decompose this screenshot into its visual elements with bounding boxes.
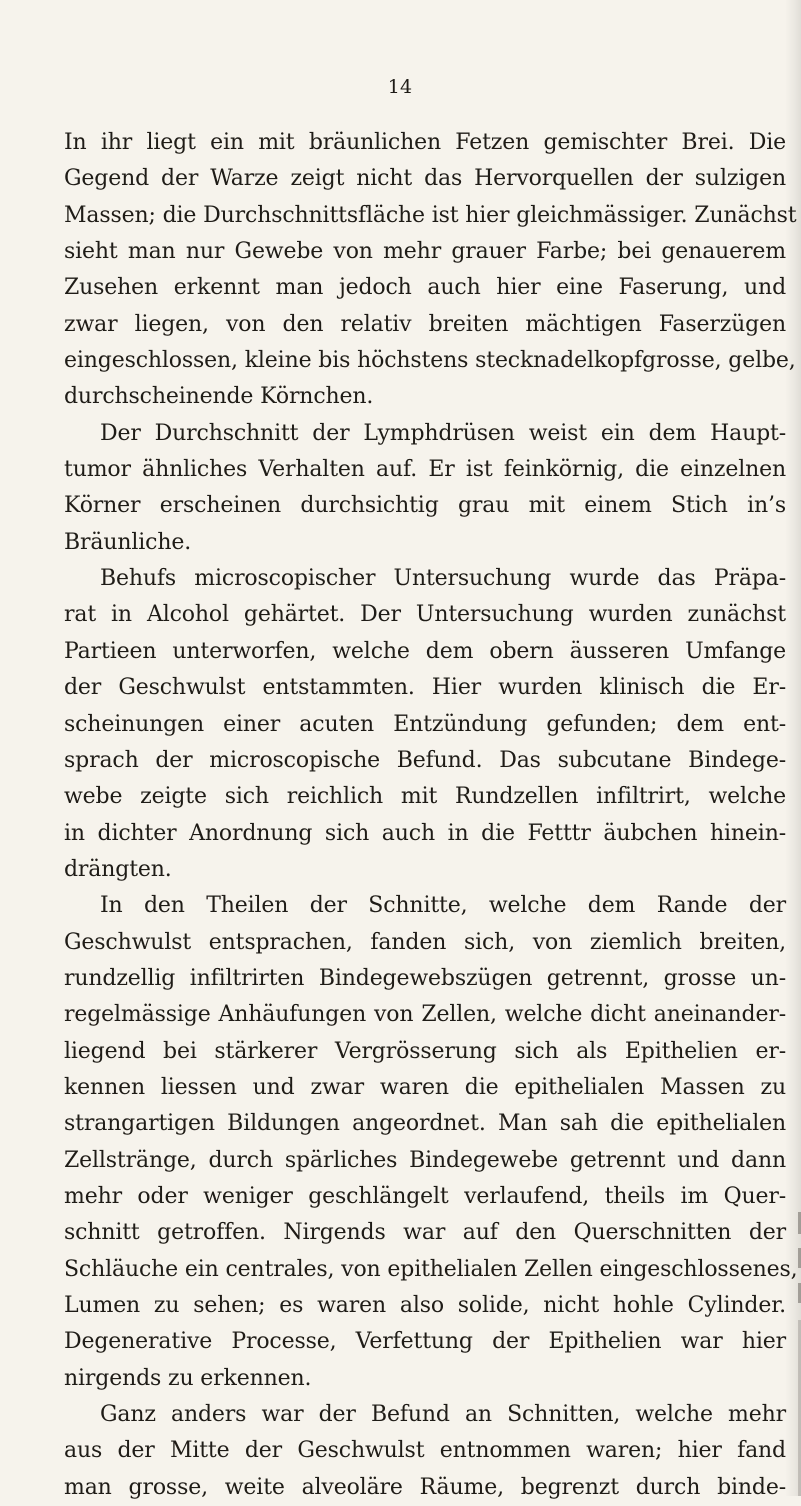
text-line: sieht man nur Gewebe von mehr grauer Farbe; bei genauerem xyxy=(64,239,786,265)
text-line: mehr oder weniger geschlängelt verlaufend, theils im Quer- xyxy=(64,1183,786,1209)
text-line: Degenerative Processe, Verfettung der Epithelien war hier xyxy=(64,1329,786,1355)
text-line: Gegend der Warze zeigt nicht das Hervorquellen der sulzigen xyxy=(64,166,786,192)
text-line: Ganz anders war der Befund an Schnitten, welche mehr xyxy=(100,1402,786,1428)
text-line: man grosse, weite alveoläre Räume, begrenzt durch binde- xyxy=(64,1474,786,1500)
text-line: scheinungen einer acuten Entzündung gefunden; dem ent- xyxy=(64,711,786,737)
text-line: drängten. xyxy=(64,856,172,882)
text-line: rat in Alcohol gehärtet. Der Untersuchung wurden zunächst xyxy=(64,602,786,628)
text-line: zwar liegen, von den relativ breiten mächtigen Faserzügen xyxy=(64,311,786,337)
text-line: sprach der microscopische Befund. Das subcutane Bindege- xyxy=(64,747,786,773)
text-line: der Geschwulst entstammten. Hier wurden klinisch die Er- xyxy=(64,675,786,701)
text-line: Geschwulst entsprachen, fanden sich, von ziemlich breiten, xyxy=(64,929,786,955)
text-line: eingeschlossen, kleine bis höchstens stecknadelkopfgrosse, gelbe, xyxy=(64,348,796,374)
text-line: strangartigen Bildungen angeordnet. Man sah die epithelialen xyxy=(64,1111,786,1137)
text-line: Zellstränge, durch spärliches Bindegewebe getrennt und dann xyxy=(64,1147,786,1173)
text-line: Schläuche ein centrales, von epithelialen Zellen eingeschlossenes, xyxy=(64,1256,798,1282)
text-line: In ihr liegt ein mit bräunlichen Fetzen gemischter Brei. Die xyxy=(64,130,786,155)
text-line: Körner erscheinen durchsichtig grau mit einem Stich in’s xyxy=(64,493,786,519)
text-line: schnitt getroffen. Nirgends war auf den Querschnitten der xyxy=(64,1220,786,1246)
text-line: in dichter Anordnung sich auch in die Fetttr äubchen hinein- xyxy=(64,820,786,846)
text-line: Zusehen erkennt man jedoch auch hier eine Faserung, und xyxy=(64,275,786,301)
text-line: webe zeigte sich reichlich mit Rundzellen infiltrirt, welche xyxy=(64,784,786,810)
page-number: 14 xyxy=(387,76,413,98)
text-line: Behufs microscopischer Untersuchung wurde das Präpa- xyxy=(100,566,786,592)
text-line: Der Durchschnitt der Lymphdrüsen weist ein dem Haupt- xyxy=(100,420,786,446)
text-line: Massen; die Durchschnittsfläche ist hier gleichmässiger. Zunächst xyxy=(64,202,797,228)
text-line: tumor ähnliches Verhalten auf. Er ist feinkörnig, die einzelnen xyxy=(64,457,786,483)
text-line: Bräunliche. xyxy=(64,529,192,555)
text-line: regelmässige Anhäufungen von Zellen, welche dicht aneinander- xyxy=(64,1002,786,1028)
text-line: liegend bei stärkerer Vergrösserung sich als Epithelien er- xyxy=(64,1038,786,1064)
text-line: aus der Mitte der Geschwulst entnommen waren; hier fand xyxy=(64,1438,786,1464)
text-line: Lumen zu sehen; es waren also solide, nicht hohle Cylinder. xyxy=(64,1293,786,1318)
text-line: nirgends zu erkennen. xyxy=(64,1365,312,1391)
text-line: rundzellig infiltrirten Bindegewebszügen getrennt, grosse un- xyxy=(64,965,786,991)
text-line: In den Theilen der Schnitte, welche dem Rande der xyxy=(100,893,786,919)
text-line: Partieen unterworfen, welche dem obern äusseren Umfange xyxy=(64,638,786,664)
text-line: kennen liessen und zwar waren die epithelialen Massen zu xyxy=(64,1074,786,1100)
text-line: durchscheinende Körnchen. xyxy=(64,384,374,410)
body-text xyxy=(64,125,798,1506)
